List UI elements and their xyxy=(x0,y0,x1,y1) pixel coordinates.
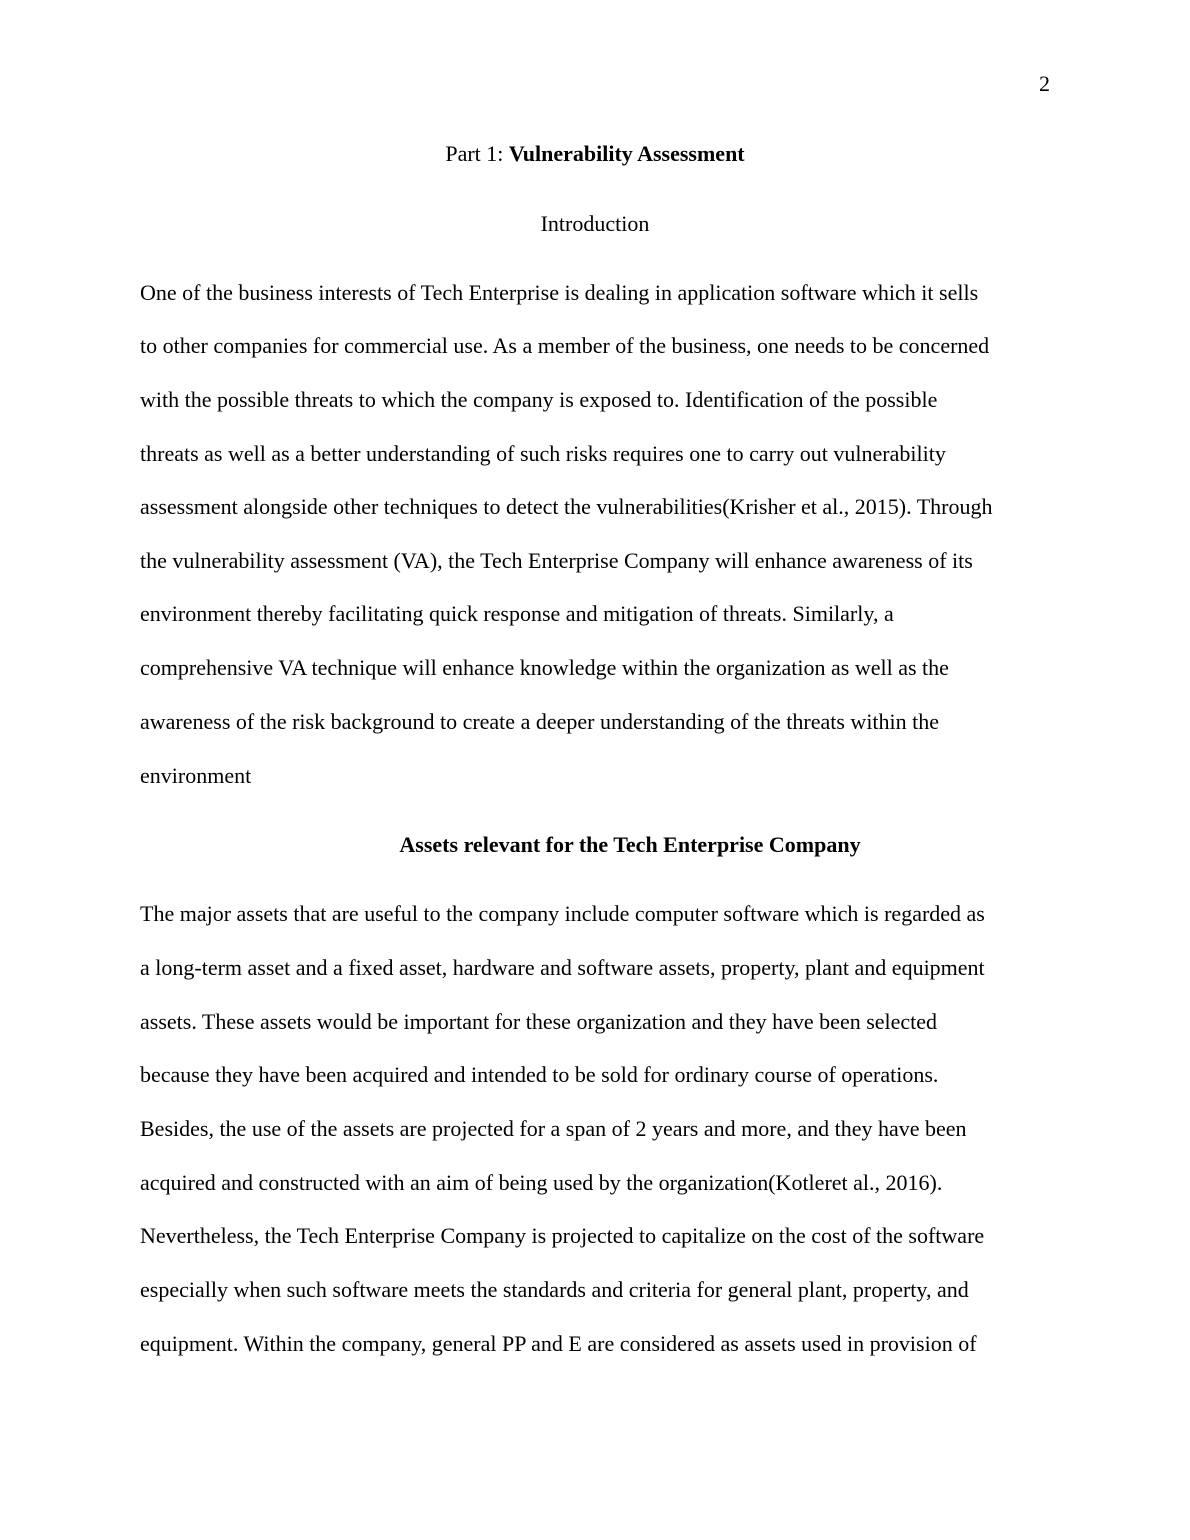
section-heading-assets: Assets relevant for the Tech Enterprise Company xyxy=(399,832,861,857)
paragraph-line: with the possible threats to which the company is exposed to. Identification of the possible xyxy=(140,387,938,412)
paragraph-line: comprehensive VA technique will enhance knowledge within the organization as well as the xyxy=(140,655,949,680)
paragraph-line: especially when such software meets the standards and criteria for general plant, property, and xyxy=(140,1277,969,1302)
paragraph-line: acquired and constructed with an aim of being used by the organization(Kotleret al., 2016). xyxy=(140,1170,943,1195)
paragraph-line: awareness of the risk background to create a deeper understanding of the threats within the xyxy=(140,709,940,734)
paragraph-line: equipment. Within the company, general PP and E are considered as assets used in provision of xyxy=(140,1331,977,1356)
paragraph-line: One of the business interests of Tech Enterprise is dealing in application software which it sells xyxy=(140,280,979,305)
paragraph-line: environment thereby facilitating quick response and mitigation of threats. Similarly, a xyxy=(140,601,894,626)
paragraph-line: Nevertheless, the Tech Enterprise Company is projected to capitalize on the cost of the software xyxy=(140,1223,985,1248)
paragraph-line: Besides, the use of the assets are projected for a span of 2 years and more, and they have been xyxy=(140,1116,967,1141)
intro-heading: Introduction xyxy=(540,211,650,236)
paragraph-line: to other companies for commercial use. As a member of the business, one needs to be concerned xyxy=(140,333,990,358)
paragraph-line: threats as well as a better understanding of such risks requires one to carry out vulnerability xyxy=(140,441,946,466)
paragraph-line: assessment alongside other techniques to detect the vulnerabilities(Krisher et al., 2015). Through xyxy=(140,494,993,519)
part-title xyxy=(0,141,1190,167)
paragraph-line: environment xyxy=(140,763,252,788)
paragraph-line: because they have been acquired and intended to be sold for ordinary course of operations. xyxy=(140,1062,939,1087)
paragraph-line: The major assets that are useful to the company include computer software which is regarded as xyxy=(140,901,985,926)
part-title-main: Vulnerability Assessment xyxy=(508,141,745,166)
paragraph-line: a long-term asset and a fixed asset, hardware and software assets, property, plant and equipment xyxy=(140,955,985,980)
paragraph-line: assets. These assets would be important for these organization and they have been selected xyxy=(140,1009,938,1034)
part-title-prefix: Part 1: xyxy=(445,141,509,166)
page-number: 2 xyxy=(1039,71,1050,96)
paragraph-line: the vulnerability assessment (VA), the Tech Enterprise Company will enhance awareness of its xyxy=(140,548,973,573)
